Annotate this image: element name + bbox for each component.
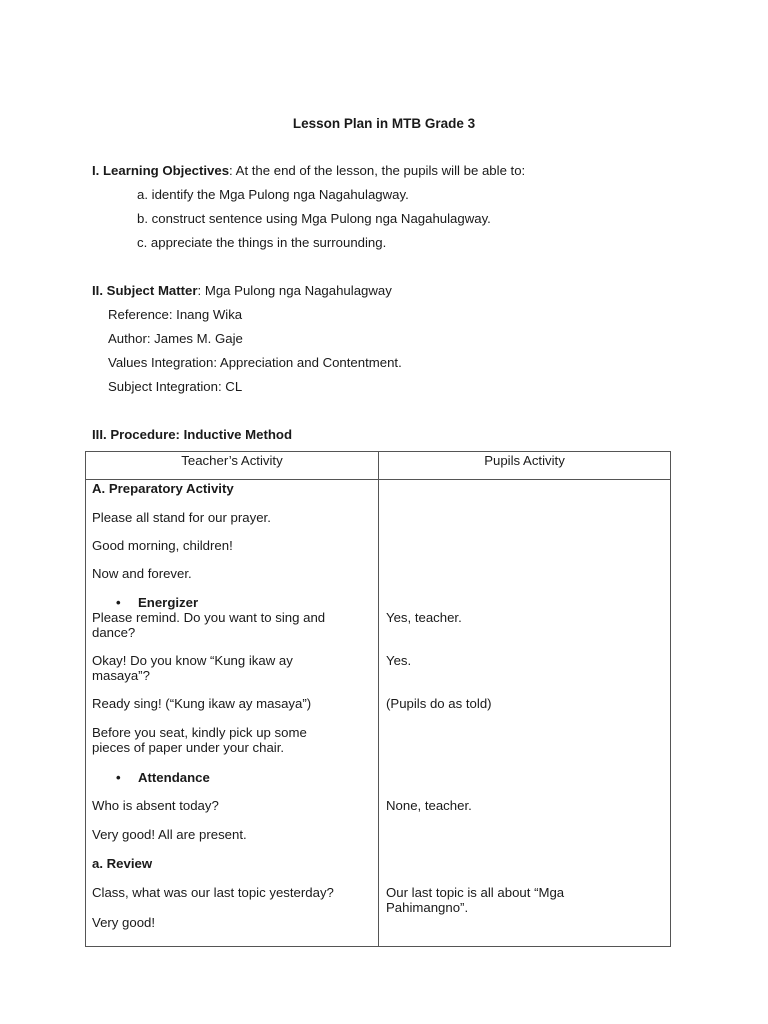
objective-item: b. construct sentence using Mga Pulong nga Nagahulagway.: [137, 211, 491, 226]
pupil-line: Yes, teacher.: [386, 610, 462, 625]
teacher-line: Ready sing! (“Kung ikaw ay masaya”): [92, 696, 312, 711]
pupils-activity-header: Pupils Activity: [484, 453, 565, 468]
procedure-heading: III. Procedure: Inductive Method: [92, 427, 293, 442]
teacher-line: Please all stand for our prayer.: [92, 510, 271, 525]
subject-matter-line: [92, 283, 392, 299]
teacher-activity-header-cell: [86, 452, 379, 480]
bullet-icon: •: [116, 595, 121, 610]
teacher-line: Now and forever.: [92, 566, 192, 581]
teacher-activity-cell: [86, 480, 379, 947]
objectives-line: [92, 163, 525, 179]
teacher-line: Please remind. Do you want to sing and: [92, 610, 326, 625]
teacher-line: Who is absent today?: [92, 798, 219, 813]
preparatory-activity-heading: A. Preparatory Activity: [92, 481, 234, 496]
teacher-line: Very good! All are present.: [92, 827, 247, 842]
teacher-line: Class, what was our last topic yesterday?: [92, 885, 334, 900]
procedure-table: [85, 451, 671, 947]
subject-matter-value: : Mga Pulong nga Nagahulagway: [197, 283, 392, 298]
objectives-heading: I. Learning Objectives: [92, 163, 230, 178]
pupil-line: None, teacher.: [386, 798, 472, 813]
pupil-line: (Pupils do as told): [386, 696, 492, 711]
objectives-intro: : At the end of the lesson, the pupils will be able to:: [229, 163, 526, 178]
review-heading: a. Review: [92, 856, 153, 871]
values-integration-line: Values Integration: Appreciation and Contentment.: [108, 355, 402, 370]
reference-line: Reference: Inang Wika: [108, 307, 243, 322]
author-line: Author: James M. Gaje: [108, 331, 243, 346]
pupil-line: Yes.: [386, 653, 412, 668]
pupils-activity-header-cell: [379, 452, 671, 480]
teacher-line: Good morning, children!: [92, 538, 233, 553]
pupil-line: Pahimangno”.: [386, 900, 469, 915]
teacher-line: Okay! Do you know “Kung ikaw ay: [92, 653, 293, 668]
pupils-activity-cell: [379, 480, 671, 947]
teacher-line: pieces of paper under your chair.: [92, 740, 285, 755]
subject-matter-heading: II. Subject Matter: [92, 283, 198, 298]
teacher-line: masaya”?: [92, 668, 150, 683]
teacher-line: Before you seat, kindly pick up some: [92, 725, 307, 740]
objective-item: c. appreciate the things in the surrounding.: [137, 235, 387, 250]
pupil-line: Our last topic is all about “Mga: [386, 885, 565, 900]
teacher-line: dance?: [92, 625, 136, 640]
teacher-activity-header: Teacher’s Activity: [181, 453, 283, 468]
page-title: Lesson Plan in MTB Grade 3: [292, 116, 476, 131]
bullet-icon: •: [116, 770, 121, 785]
subject-integration-line: Subject Integration: CL: [108, 379, 243, 394]
attendance-heading: Attendance: [138, 770, 210, 785]
teacher-line: Very good!: [92, 915, 156, 930]
objective-item: a. identify the Mga Pulong nga Nagahulagway.: [137, 187, 409, 202]
energizer-heading: Energizer: [138, 595, 199, 610]
